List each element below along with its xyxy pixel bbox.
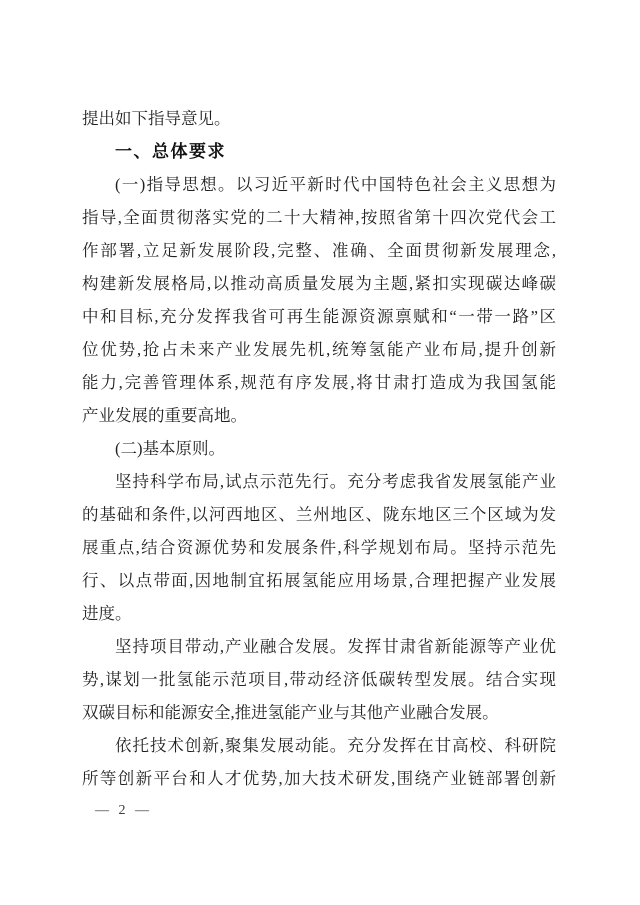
text-line: 依托技术创新,聚集发展动能。充分发挥在甘高校、科研院 — [115, 736, 556, 755]
text-line: 双碳目标和能源安全,推进氢能产业与其他产业融合发展。 — [82, 703, 499, 722]
paragraph-guiding-ideology — [82, 168, 556, 432]
text-line: 位优势,抢占未来产业发展先机,统筹氢能产业布局,提升创新 — [82, 340, 556, 359]
heading-overall-requirements: 一、总体要求 — [115, 142, 226, 161]
text-line: 所等创新平台和人才优势,加大技术研发,围绕产业链部署创新 — [82, 769, 556, 788]
paragraph-intro-continuation — [82, 102, 556, 135]
text-line: 坚持科学布局,试点示范先行。充分考虑我省发展氢能产业 — [115, 472, 556, 491]
text-line: 产业发展的重要高地。 — [82, 406, 247, 425]
text-line: 构建新发展格局,以推动高质量发展为主题,紧扣实现碳达峰碳 — [82, 274, 556, 293]
text-line: 势,谋划一批氢能示范项目,带动经济低碳转型发展。结合实现 — [82, 670, 556, 689]
paragraph-basic-principles — [82, 432, 556, 465]
text-line: 行、以点带面,因地制宜拓展氢能应用场景,合理把握产业发展 — [82, 571, 556, 590]
text-line: 的基础和条件,以河西地区、兰州地区、陇东地区三个区域为发 — [82, 505, 556, 524]
text-line: (一)指导思想。以习近平新时代中国特色社会主义思想为 — [115, 175, 556, 194]
text-line: (二)基本原则。 — [115, 439, 225, 458]
text-line: 提出如下指导意见。 — [82, 109, 231, 128]
paragraph-principle-tech-innovation — [82, 729, 556, 795]
paragraph-principle-project-driven — [82, 630, 556, 729]
paragraph-principle-scientific-layout — [82, 465, 556, 630]
text-line: 作部署,立足新发展阶段,完整、准确、全面贯彻新发展理念, — [82, 241, 556, 260]
text-line: 指导,全面贯彻落实党的二十大精神,按照省第十四次党代会工 — [82, 208, 556, 227]
text-line: 进度。 — [82, 604, 132, 623]
document-body — [82, 102, 556, 795]
page-number: — 2 — — [95, 803, 152, 818]
text-line: 中和目标,充分发挥我省可再生能源资源禀赋和“一带一路”区 — [82, 307, 556, 326]
text-line: 展重点,结合资源优势和发展条件,科学规划布局。坚持示范先 — [82, 538, 556, 557]
text-line: 坚持项目带动,产业融合发展。发挥甘肃省新能源等产业优 — [115, 637, 556, 656]
text-line: 能力,完善管理体系,规范有序发展,将甘肃打造成为我国氢能 — [82, 373, 556, 392]
